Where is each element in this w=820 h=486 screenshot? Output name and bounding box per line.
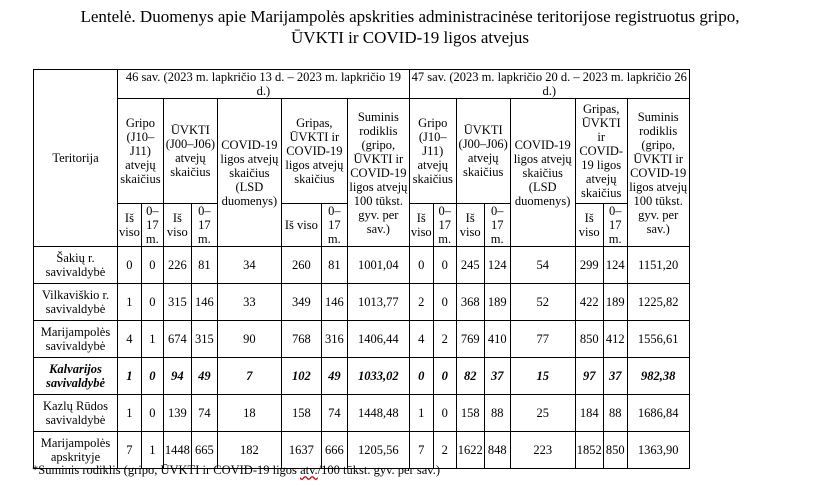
table-cell: 0 [433, 284, 456, 321]
table-cell: 223 [510, 432, 575, 469]
header-week-47: 47 sav. (2023 m. lapkričio 20 d. – 2023 m. lapkričio 26 d.) [409, 70, 689, 99]
header-uvkti-w46: ŪVKTI (J00–J06) atvejų skaičius [163, 99, 217, 204]
row-territory: Kalvarijos savivaldybė [34, 358, 118, 395]
table-cell: 982,38 [627, 358, 689, 395]
table-cell: 422 [575, 284, 603, 321]
table-cell: 124 [603, 247, 627, 284]
subheader-is-viso: Iš viso [456, 204, 484, 247]
table-cell: 1 [118, 395, 142, 432]
table-cell: 1033,02 [347, 358, 409, 395]
footnote-text: *Suminis rodiklis (gripo, ŪVKTI ir COVID-19 ligos [32, 463, 301, 477]
table-cell: 37 [603, 358, 627, 395]
row-territory: Kazlų Rūdos savivaldybė [34, 395, 118, 432]
table-row [34, 247, 690, 284]
table-cell: 81 [191, 247, 217, 284]
table-cell: 139 [163, 395, 191, 432]
table-cell: 666 [321, 432, 347, 469]
table-cell: 1205,56 [347, 432, 409, 469]
table-cell: 189 [603, 284, 627, 321]
table-cell: 146 [321, 284, 347, 321]
row-territory: Marijampolės apskrityje [34, 432, 118, 469]
table-cell: 674 [163, 321, 191, 358]
table-cell: 412 [603, 321, 627, 358]
table-cell: 0 [141, 284, 163, 321]
table-cell: 97 [575, 358, 603, 395]
subheader-age: 0–17 m. [321, 204, 347, 247]
table-cell: 77 [510, 321, 575, 358]
table-cell: 1556,61 [627, 321, 689, 358]
table-cell: 124 [484, 247, 510, 284]
subheader-is-viso: Iš viso [409, 204, 433, 247]
table-cell: 1448,48 [347, 395, 409, 432]
table-title [0, 6, 820, 48]
header-gripas-sum-w46: Gripas, ŪVKTI ir COVID-19 ligos atvejų skaičius [281, 99, 347, 204]
subheader-is-viso: Iš viso [163, 204, 191, 247]
table-cell: 4 [409, 321, 433, 358]
footnote [32, 463, 440, 478]
table-cell: 0 [433, 247, 456, 284]
header-uvkti-w47: ŪVKTI (J00–J06) atvejų skaičius [456, 99, 510, 204]
table-cell: 0 [433, 395, 456, 432]
table-row [34, 284, 690, 321]
table-cell: 848 [484, 432, 510, 469]
table-cell: 1 [141, 321, 163, 358]
table-cell: 90 [217, 321, 281, 358]
table-cell: 0 [141, 395, 163, 432]
table-cell: 1151,20 [627, 247, 689, 284]
table-cell: 81 [321, 247, 347, 284]
table-cell: 88 [603, 395, 627, 432]
table-cell: 74 [321, 395, 347, 432]
data-table [33, 69, 690, 469]
footnote-text-end: /100 tūkst. gyv. per sav.) [317, 463, 440, 477]
table-row [34, 395, 690, 432]
header-covid-w46: COVID-19 ligos atvejų skaičius (LSD duomenys) [217, 99, 281, 247]
table-cell: 33 [217, 284, 281, 321]
table-cell: 1406,44 [347, 321, 409, 358]
table-cell: 315 [191, 321, 217, 358]
title-line-1: Lentelė. Duomenys apie Marijampolės apskrities administracinėse teritorijose registruotus gripo, [80, 7, 740, 26]
subheader-is-viso: Iš viso [575, 204, 603, 247]
table-cell: 226 [163, 247, 191, 284]
table-cell: 0 [409, 358, 433, 395]
table-cell: 665 [191, 432, 217, 469]
row-territory: Marijampolės savivaldybė [34, 321, 118, 358]
subheader-age: 0–17 m. [433, 204, 456, 247]
table-cell: 1622 [456, 432, 484, 469]
table-cell: 260 [281, 247, 321, 284]
table-cell: 2 [409, 284, 433, 321]
subheader-age: 0–17 m. [191, 204, 217, 247]
header-covid-w47: COVID-19 ligos atvejų skaičius (LSD duomenys) [510, 99, 575, 247]
row-territory: Šakių r. savivaldybė [34, 247, 118, 284]
table-cell: 368 [456, 284, 484, 321]
table-cell: 1 [118, 358, 142, 395]
table-cell: 410 [484, 321, 510, 358]
table-cell: 88 [484, 395, 510, 432]
table-cell: 0 [118, 247, 142, 284]
table-cell: 1363,90 [627, 432, 689, 469]
table-cell: 299 [575, 247, 603, 284]
table-cell: 1225,82 [627, 284, 689, 321]
table-cell: 1 [409, 395, 433, 432]
table-cell: 769 [456, 321, 484, 358]
table-cell: 0 [409, 247, 433, 284]
header-week-46: 46 sav. (2023 m. lapkričio 13 d. – 2023 m. lapkričio 19 d.) [118, 70, 410, 99]
subheader-age: 0–17 m. [484, 204, 510, 247]
subheader-age: 0–17 m. [603, 204, 627, 247]
table-cell: 94 [163, 358, 191, 395]
table-cell: 0 [433, 358, 456, 395]
table-cell: 37 [484, 358, 510, 395]
table-cell: 102 [281, 358, 321, 395]
header-gripo-w46: Gripo (J10–J11) atvejų skaičius [118, 99, 164, 204]
table-cell: 315 [163, 284, 191, 321]
table-cell: 54 [510, 247, 575, 284]
header-gripas-sum-w47: Gripas, ŪVKTI ir COVID-19 ligos atvejų skaičius [575, 99, 627, 204]
table-cell: 182 [217, 432, 281, 469]
table-cell: 0 [141, 247, 163, 284]
table-cell: 1 [141, 432, 163, 469]
table-row [34, 321, 690, 358]
table-cell: 245 [456, 247, 484, 284]
table-cell: 1448 [163, 432, 191, 469]
table-cell: 49 [191, 358, 217, 395]
table-cell: 146 [191, 284, 217, 321]
table-cell: 184 [575, 395, 603, 432]
table-cell: 7 [409, 432, 433, 469]
table-cell: 25 [510, 395, 575, 432]
footnote-abbr: atv. [300, 463, 318, 477]
header-suminis-w46: Suminis rodiklis (gripo, ŪVKTI ir COVID-19 ligos atvejų 100 tūkst. gyv. per sav.) [347, 99, 409, 247]
table-cell: 1013,77 [347, 284, 409, 321]
table-cell: 850 [603, 432, 627, 469]
table-row [34, 358, 690, 395]
subheader-is-viso: Iš viso [281, 204, 321, 247]
table-cell: 49 [321, 358, 347, 395]
table-cell: 7 [118, 432, 142, 469]
table-cell: 82 [456, 358, 484, 395]
table-cell: 1852 [575, 432, 603, 469]
table-cell: 15 [510, 358, 575, 395]
table-cell: 4 [118, 321, 142, 358]
header-territory: Teritorija [34, 70, 118, 247]
subheader-age: 0–17 m. [141, 204, 163, 247]
table-cell: 349 [281, 284, 321, 321]
table-cell: 316 [321, 321, 347, 358]
row-territory: Vilkaviškio r. savivaldybė [34, 284, 118, 321]
table-cell: 0 [141, 358, 163, 395]
table-cell: 158 [281, 395, 321, 432]
table-cell: 7 [217, 358, 281, 395]
header-suminis-w47: Suminis rodiklis (gripo, ŪVKTI ir COVID-19 ligos atvejų 100 tūkst. gyv. per sav.) [627, 99, 689, 247]
table-cell: 18 [217, 395, 281, 432]
table-cell: 1001,04 [347, 247, 409, 284]
table-cell: 2 [433, 432, 456, 469]
table-cell: 74 [191, 395, 217, 432]
table-cell: 850 [575, 321, 603, 358]
title-line-2: ŪVKTI ir COVID-19 ligos atvejus [291, 28, 529, 47]
table-cell: 768 [281, 321, 321, 358]
subheader-is-viso: Iš viso [118, 204, 142, 247]
table-cell: 1637 [281, 432, 321, 469]
table-cell: 2 [433, 321, 456, 358]
table-cell: 52 [510, 284, 575, 321]
table-cell: 1 [118, 284, 142, 321]
table-cell: 34 [217, 247, 281, 284]
table-cell: 158 [456, 395, 484, 432]
table-cell: 189 [484, 284, 510, 321]
table-cell: 1686,84 [627, 395, 689, 432]
header-gripo-w47: Gripo (J10–J11) atvejų skaičius [409, 99, 456, 204]
